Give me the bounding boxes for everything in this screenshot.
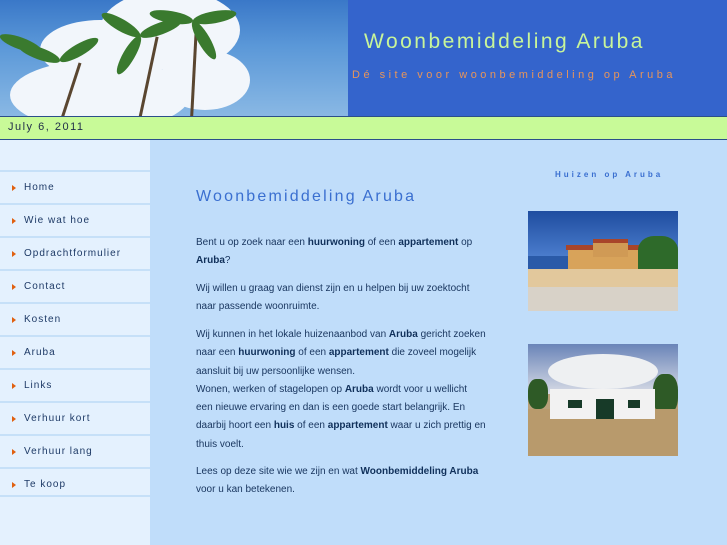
body-text: ?	[224, 255, 231, 267]
emphasized-text: Aruba	[196, 255, 225, 267]
arrow-right-icon	[12, 284, 16, 290]
current-date: July 6, 2011	[8, 121, 85, 133]
white-house-photo	[528, 344, 678, 456]
sidebar-item-contact[interactable]: Contact	[0, 269, 150, 302]
header-banner	[0, 0, 727, 116]
arrow-right-icon	[12, 482, 16, 488]
arrow-right-icon	[12, 416, 16, 422]
body-text: voor u kan betekenen.	[196, 484, 295, 496]
body-text: waar u zich prettig en thuis voelt.	[196, 420, 486, 450]
arrow-right-icon	[12, 218, 16, 224]
emphasized-text: appartement	[398, 237, 459, 248]
body-text: of een	[295, 347, 329, 359]
emphasized-text: Aruba	[344, 383, 374, 395]
body-text: die zoveel mogelijk aansluit bij uw persoonlijke wensen.	[196, 347, 477, 377]
search-paragraph	[196, 326, 486, 454]
service-paragraph	[196, 280, 486, 317]
villa-photo	[528, 211, 678, 311]
emphasized-text: huurwoning	[238, 347, 296, 359]
closing-paragraph	[196, 463, 486, 500]
emphasized-text: Woonbemiddeling Aruba	[360, 466, 479, 477]
body-text: of een	[364, 237, 399, 248]
site-subtitle: Dé site voor woonbemiddeling op Aruba	[352, 69, 676, 81]
body-text: Lees op deze site wie we zijn en wat	[196, 466, 361, 477]
emphasized-text: huurwoning	[307, 237, 365, 248]
emphasized-text: Aruba	[388, 329, 418, 340]
sidebar-item-links[interactable]: Links	[0, 368, 150, 401]
sidebar-item-wie-wat-hoe[interactable]: Wie wat hoe	[0, 203, 150, 236]
arrow-right-icon	[12, 185, 16, 191]
site-title: Woonbemiddeling Aruba	[364, 30, 645, 53]
intro-paragraph	[196, 234, 486, 271]
sidebar-item-verhuur-kort[interactable]: Verhuur kort	[0, 401, 150, 434]
arrow-right-icon	[12, 251, 16, 257]
emphasized-text: huis	[273, 420, 295, 432]
body-text: Wij kunnen in het lokale huizenaanbod van	[196, 329, 389, 340]
palm-trees-photo	[0, 0, 348, 116]
body-text: of een	[294, 420, 328, 432]
sidebar-item-opdrachtformulier[interactable]: Opdrachtformulier	[0, 236, 150, 269]
date-bar	[0, 116, 727, 140]
body-text: wordt voor u wellicht een nieuwe ervaring en dan is een goede start belangrijk. En daarbij hoort een	[196, 383, 468, 432]
sidebar-item-home[interactable]: Home	[0, 170, 150, 203]
emphasized-text: appartement	[327, 420, 388, 432]
sidebar-item-kosten[interactable]: Kosten	[0, 302, 150, 335]
body-text: Wonen, werken of stagelopen op	[196, 383, 345, 395]
sidebar-nav	[0, 140, 150, 545]
aside-title: Huizen op Aruba	[555, 170, 664, 179]
body-text: Wij willen u graag van dienst zijn en u helpen bij uw zoektocht naar passende woonruimte.	[196, 283, 470, 313]
arrow-right-icon	[12, 449, 16, 455]
emphasized-text: appartement	[328, 347, 389, 359]
body-text: Bent u op zoek naar een	[196, 237, 308, 248]
body-text: op	[458, 237, 473, 248]
sidebar-item-verhuur-lang[interactable]: Verhuur lang	[0, 434, 150, 467]
body-text: gericht zoeken naar een	[196, 329, 486, 359]
sidebar-item-te-koop[interactable]: Te koop	[0, 467, 150, 500]
arrow-right-icon	[12, 350, 16, 356]
sidebar-divider	[0, 495, 150, 497]
arrow-right-icon	[12, 383, 16, 389]
sidebar-item-aruba[interactable]: Aruba	[0, 335, 150, 368]
page-title: Woonbemiddeling Aruba	[196, 188, 417, 205]
arrow-right-icon	[12, 317, 16, 323]
